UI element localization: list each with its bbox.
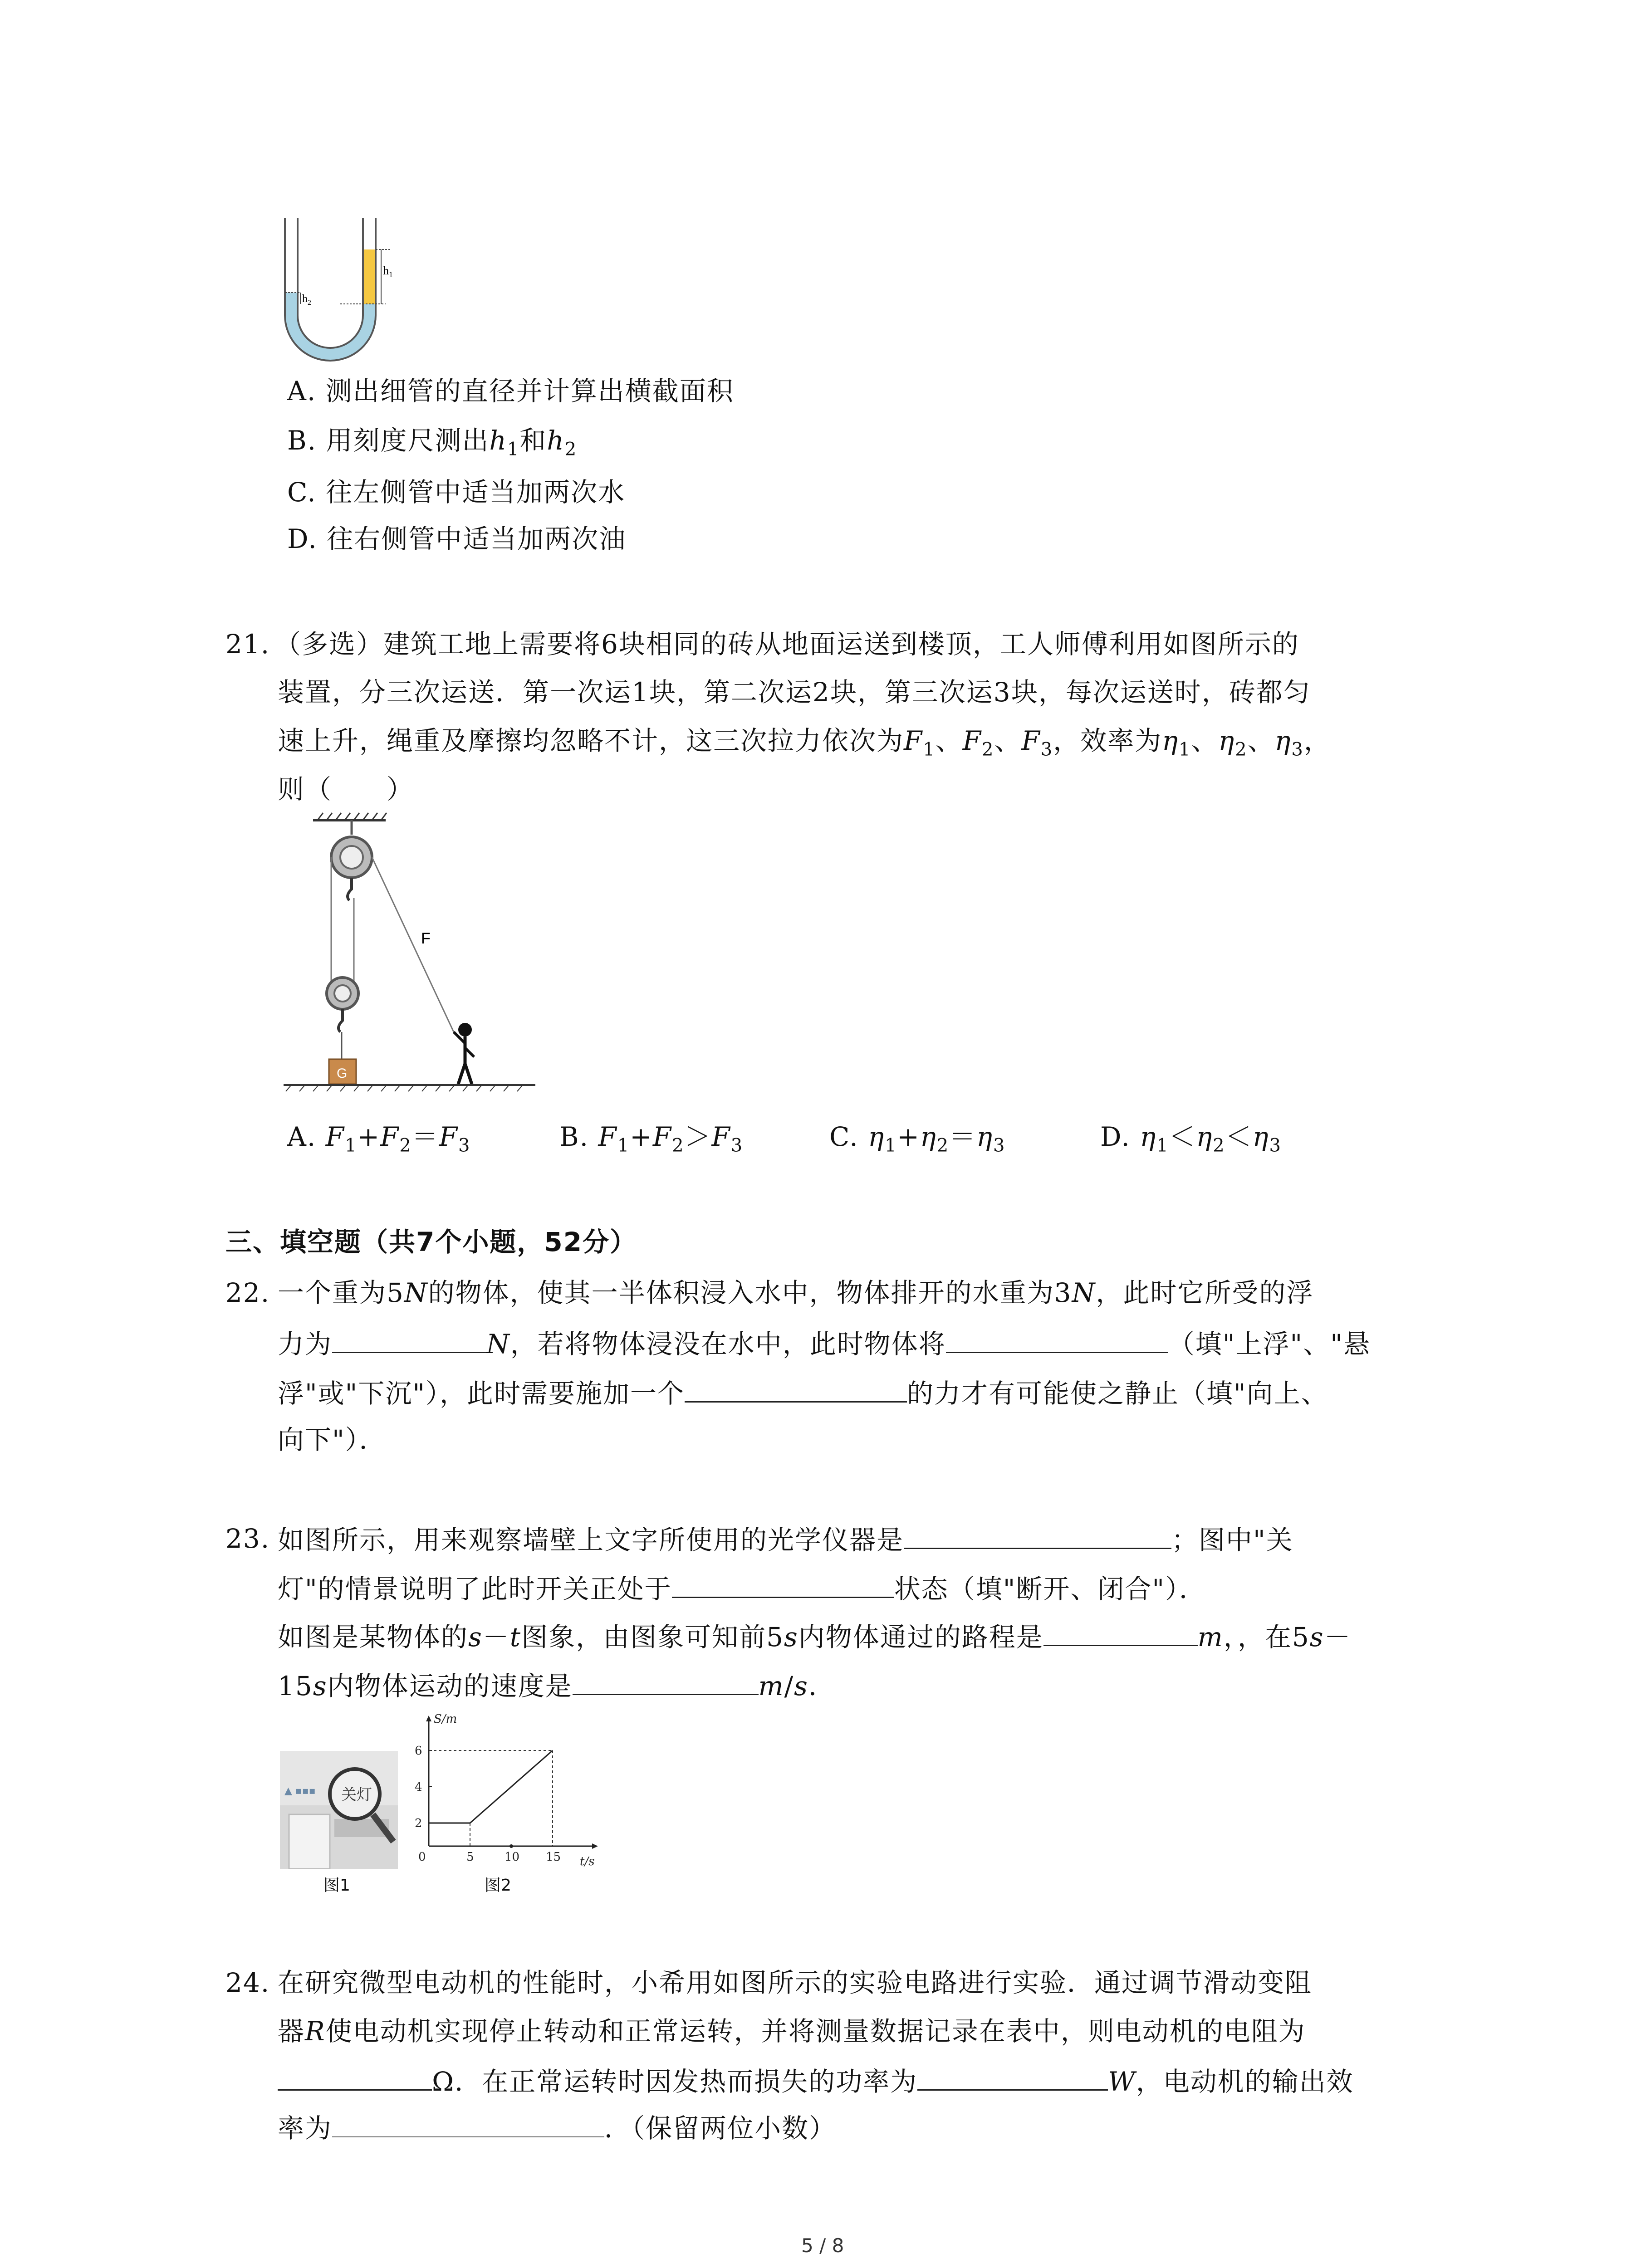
q24-number: 24.	[225, 1967, 270, 1998]
q22-line4: 向下"）．	[278, 1424, 387, 1455]
q23-blank-distance[interactable]	[1043, 1619, 1198, 1646]
q23-line4: 15s内物体运动的速度是 m/s．	[278, 1668, 836, 1702]
h2-label: $h_2$	[302, 293, 311, 307]
h1-label: $h_1$	[383, 264, 393, 279]
q23-blank-switch[interactable]	[672, 1571, 894, 1598]
q24-blank-efficiency[interactable]	[332, 2111, 604, 2137]
q24-line1: 在研究微型电动机的性能时，小希用如图所示的实验电路进行实验．通过调节滑动变阻	[278, 1967, 1313, 1998]
q22-line2: 力为 N，若将物体浸没在水中，此时物体将 （填"上浮"、"悬	[278, 1326, 1371, 1360]
st-graph	[408, 1710, 603, 1878]
block-label-g: G	[337, 1066, 348, 1081]
q20-option-b: B. 用刻度尺测出$h_1$和$h_2$	[287, 425, 578, 460]
u-tube-figure	[272, 218, 408, 367]
q20-option-a: A. 测出细管的直径并计算出横截面积	[287, 376, 734, 406]
q22-line1: 一个重为5N的物体，使其一半体积浸入水中，物体排开的水重为3N，此时它所受的浮	[278, 1277, 1314, 1308]
q22-blank-force[interactable]	[685, 1376, 907, 1403]
q24-line2: 器R使电动机实现停止转动和正常运转，并将测量数据记录在表中，则电动机的电阻为	[278, 2016, 1306, 2047]
figure1-caption: 图1	[323, 1876, 350, 1895]
q21-option-c: C. $\eta_1+\eta_2=\eta_3$	[829, 1121, 1006, 1156]
x-tick-label: 10	[505, 1850, 520, 1864]
pulley-figure	[281, 812, 535, 1107]
x-axis-label: t/s	[580, 1855, 595, 1868]
y-tick-label: 4	[415, 1780, 422, 1794]
q22-number: 22.	[225, 1277, 270, 1308]
y-tick-label: 6	[415, 1744, 422, 1758]
x-tick-label: 15	[546, 1850, 561, 1864]
x-tick-label: 0	[418, 1850, 426, 1864]
section-3-title: 三、填空题（共7个小题，52分）	[225, 1227, 637, 1257]
q22-blank-buoyancy[interactable]	[332, 1326, 486, 1353]
q21-option-b: B. $F_1+F_2>F_3$	[559, 1121, 744, 1156]
page-number: 5 / 8	[801, 2234, 844, 2257]
q21-option-d: D. $\eta_1<\eta_2<\eta_3$	[1100, 1121, 1282, 1156]
q24-line4: 率为 ．（保留两位小数）	[278, 2111, 836, 2145]
q21-number: 21.	[225, 629, 270, 660]
photo-sign-text: 关灯	[341, 1786, 372, 1804]
photo-wall-text: ▲ ▪▪▪	[284, 1785, 316, 1797]
q24-blank-heat-power[interactable]	[917, 2064, 1108, 2091]
q23-line2: 灯"的情景说明了此时开关正处于 状态（填"断开、闭合"）．	[278, 1571, 1206, 1605]
q20-option-d: D. 往右侧管中适当加两次油	[287, 523, 627, 554]
q21-line1: （多选）建筑工地上需要将6块相同的砖从地面运送到楼顶，工人师傅利用如图所示的	[274, 629, 1299, 660]
q24-blank-resistance[interactable]	[278, 2064, 432, 2091]
q21-line2: 装置，分三次运送．第一次运1块，第二次运2块，第三次运3块，每次运送时，砖都匀	[278, 677, 1311, 708]
q23-line3: 如图是某物体的s－t图象，由图象可知前5s内物体通过的路程是 m，，在5s－	[278, 1619, 1352, 1653]
force-label-f: F	[421, 930, 431, 947]
y-tick-label: 2	[415, 1817, 422, 1830]
figure2-caption: 图2	[485, 1876, 511, 1895]
x-tick-label: 5	[466, 1850, 474, 1864]
q21-line3: 速上升，绳重及摩擦均忽略不计，这三次拉力依次为$F_1$、$F_2$、$F_3$，效率为$\eta_1$、$\eta_2$、$\eta_3$，	[278, 725, 1331, 760]
q20-option-c: C. 往左侧管中适当加两次水	[287, 477, 626, 508]
y-axis-label: S/m	[434, 1712, 457, 1726]
q23-line1: 如图所示，用来观察墙壁上文字所使用的光学仪器是 ；图中"关	[278, 1522, 1293, 1556]
q22-line3: 浮"或"下沉"），此时需要施加一个 的力才有可能使之静止（填"向上、	[278, 1376, 1328, 1410]
q23-number: 23.	[225, 1523, 270, 1554]
q23-blank-instrument[interactable]	[904, 1522, 1171, 1549]
q22-blank-state[interactable]	[946, 1326, 1168, 1353]
q24-line3: Ω．在正常运转时因发热而损失的功率为 W，电动机的输出效	[278, 2064, 1354, 2098]
magnifier-photo	[280, 1751, 398, 1869]
q23-blank-speed[interactable]	[573, 1668, 759, 1695]
q21-line4: 则（ ）	[278, 774, 414, 805]
q21-option-a: A. $F_1+F_2=F_3$	[287, 1121, 471, 1156]
